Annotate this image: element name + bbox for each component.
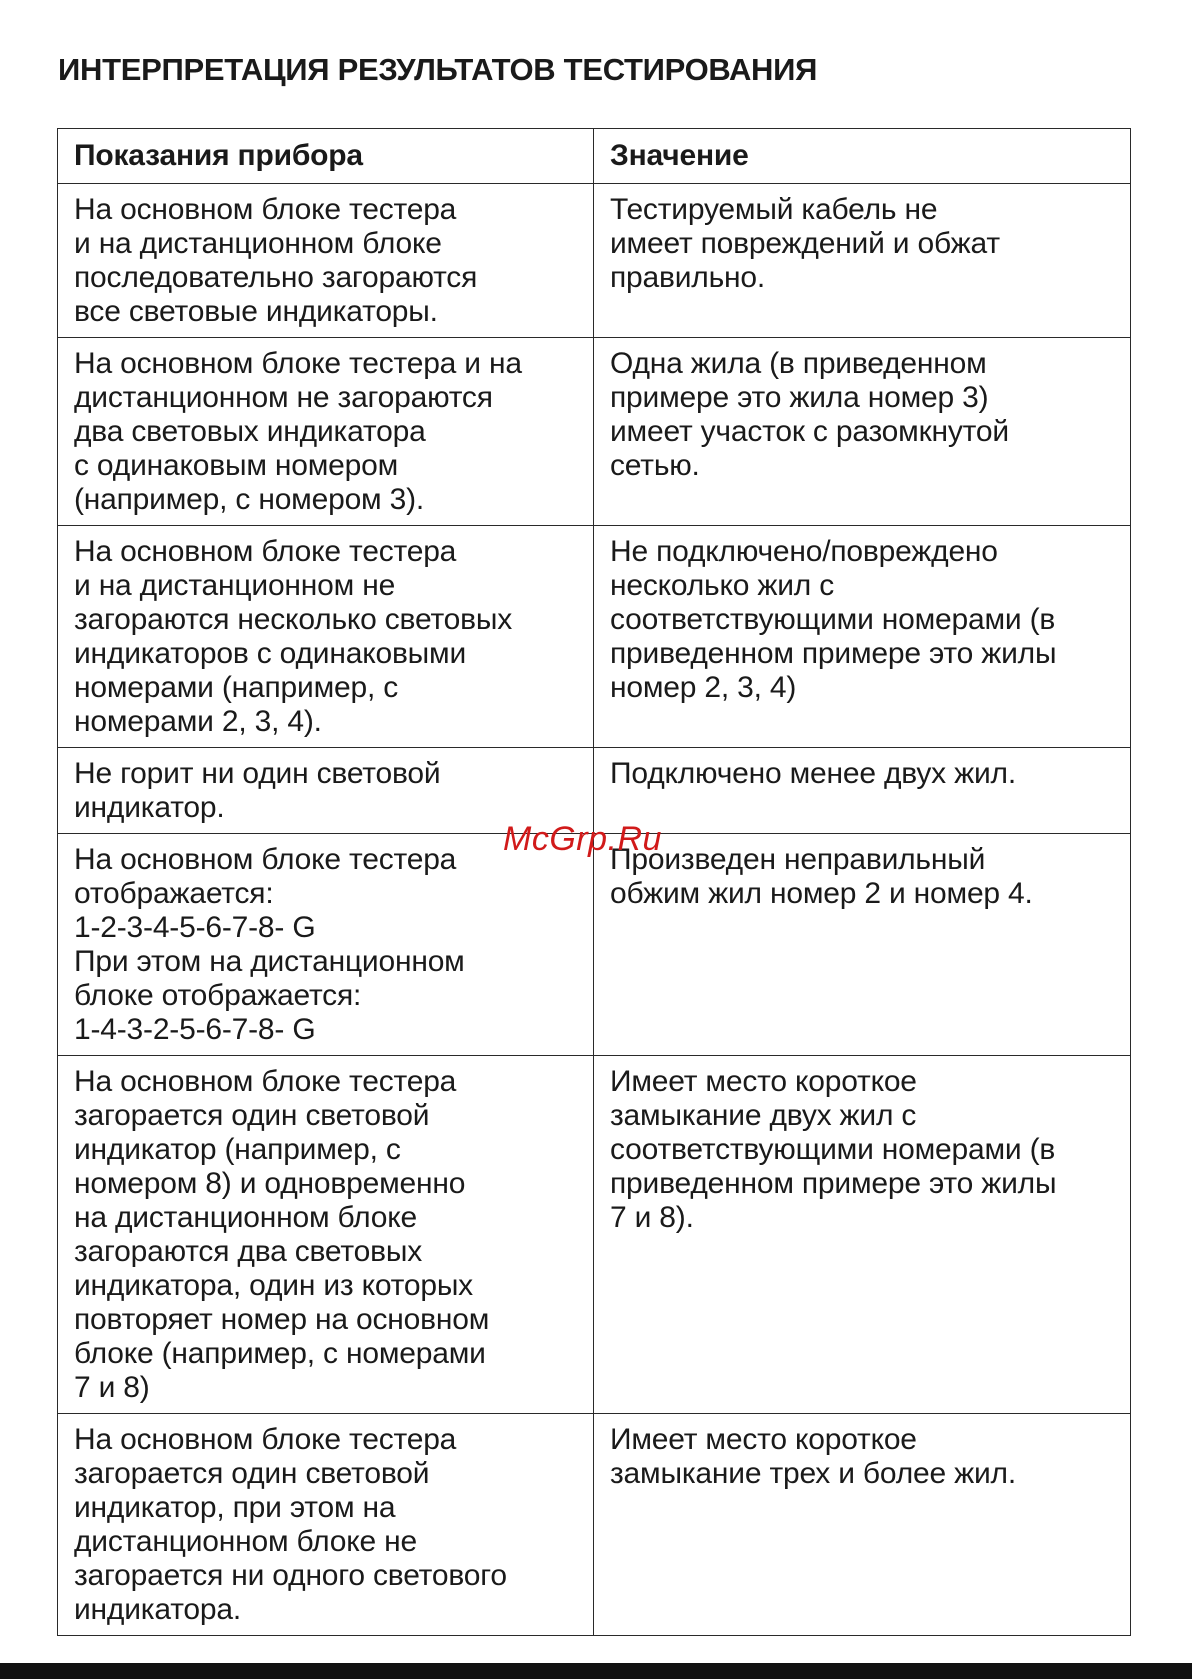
meaning-cell: Одна жила (в приведенном примере это жила номер 3) имеет участок с разомкнутой сетью. — [594, 338, 1131, 526]
table-row — [58, 1414, 1131, 1636]
page-title: ИНТЕРПРЕТАЦИЯ РЕЗУЛЬТАТОВ ТЕСТИРОВАНИЯ — [58, 52, 818, 87]
meaning-cell: Не подключено/повреждено несколько жил с соответствующими номерами (в приведенном примере это жилы номер 2, 3, 4) — [594, 526, 1131, 748]
results-table — [57, 128, 1131, 1636]
header-meaning: Значение — [594, 129, 1131, 184]
meaning-cell: Имеет место короткое замыкание двух жил с соответствующими номерами (в приведенном примере это жилы 7 и 8). — [594, 1056, 1131, 1414]
table-row — [58, 184, 1131, 338]
table-row — [58, 1056, 1131, 1414]
reading-cell: Не горит ни один световой индикатор. — [58, 748, 594, 834]
reading-cell: На основном блоке тестера и на дистанционном не загораются несколько световых индикаторов с одинаковыми номерами (например, с номерами 2, 3, 4). — [58, 526, 594, 748]
watermark-link[interactable]: McGrp.Ru — [503, 820, 662, 858]
results-table-container — [57, 128, 1130, 1636]
table-header-row — [58, 129, 1131, 184]
reading-cell: На основном блоке тестера и на дистанционном блоке последовательно загораются все световые индикаторы. — [58, 184, 594, 338]
meaning-cell: Произведен неправильный обжим жил номер 2 и номер 4. — [594, 834, 1131, 1056]
table-row — [58, 338, 1131, 526]
reading-cell: На основном блоке тестера и на дистанционном не загораются два световых индикатора с одинаковым номером (например, с номером 3). — [58, 338, 594, 526]
meaning-cell: Подключено менее двух жил. — [594, 748, 1131, 834]
table-row — [58, 834, 1131, 1056]
reading-cell: На основном блоке тестера загорается один световой индикатор, при этом на дистанционном блоке не загорается ни одного светового индикатора. — [58, 1414, 594, 1636]
meaning-cell: Тестируемый кабель не имеет повреждений и обжат правильно. — [594, 184, 1131, 338]
table-row — [58, 526, 1131, 748]
reading-cell: На основном блоке тестера загорается один световой индикатор (например, с номером 8) и одновременно на дистанционном блоке загораются два световых индикатора, один из которых повторяет номер на основном блоке (например, с номерами 7 и 8) — [58, 1056, 594, 1414]
reading-cell: На основном блоке тестера отображается: 1-2-3-4-5-6-7-8- G При этом на дистанционном блоке отображается: 1-4-3-2-5-6-7-8- G — [58, 834, 594, 1056]
bottom-divider — [0, 1663, 1192, 1679]
header-reading: Показания прибора — [58, 129, 594, 184]
meaning-cell: Имеет место короткое замыкание трех и более жил. — [594, 1414, 1131, 1636]
